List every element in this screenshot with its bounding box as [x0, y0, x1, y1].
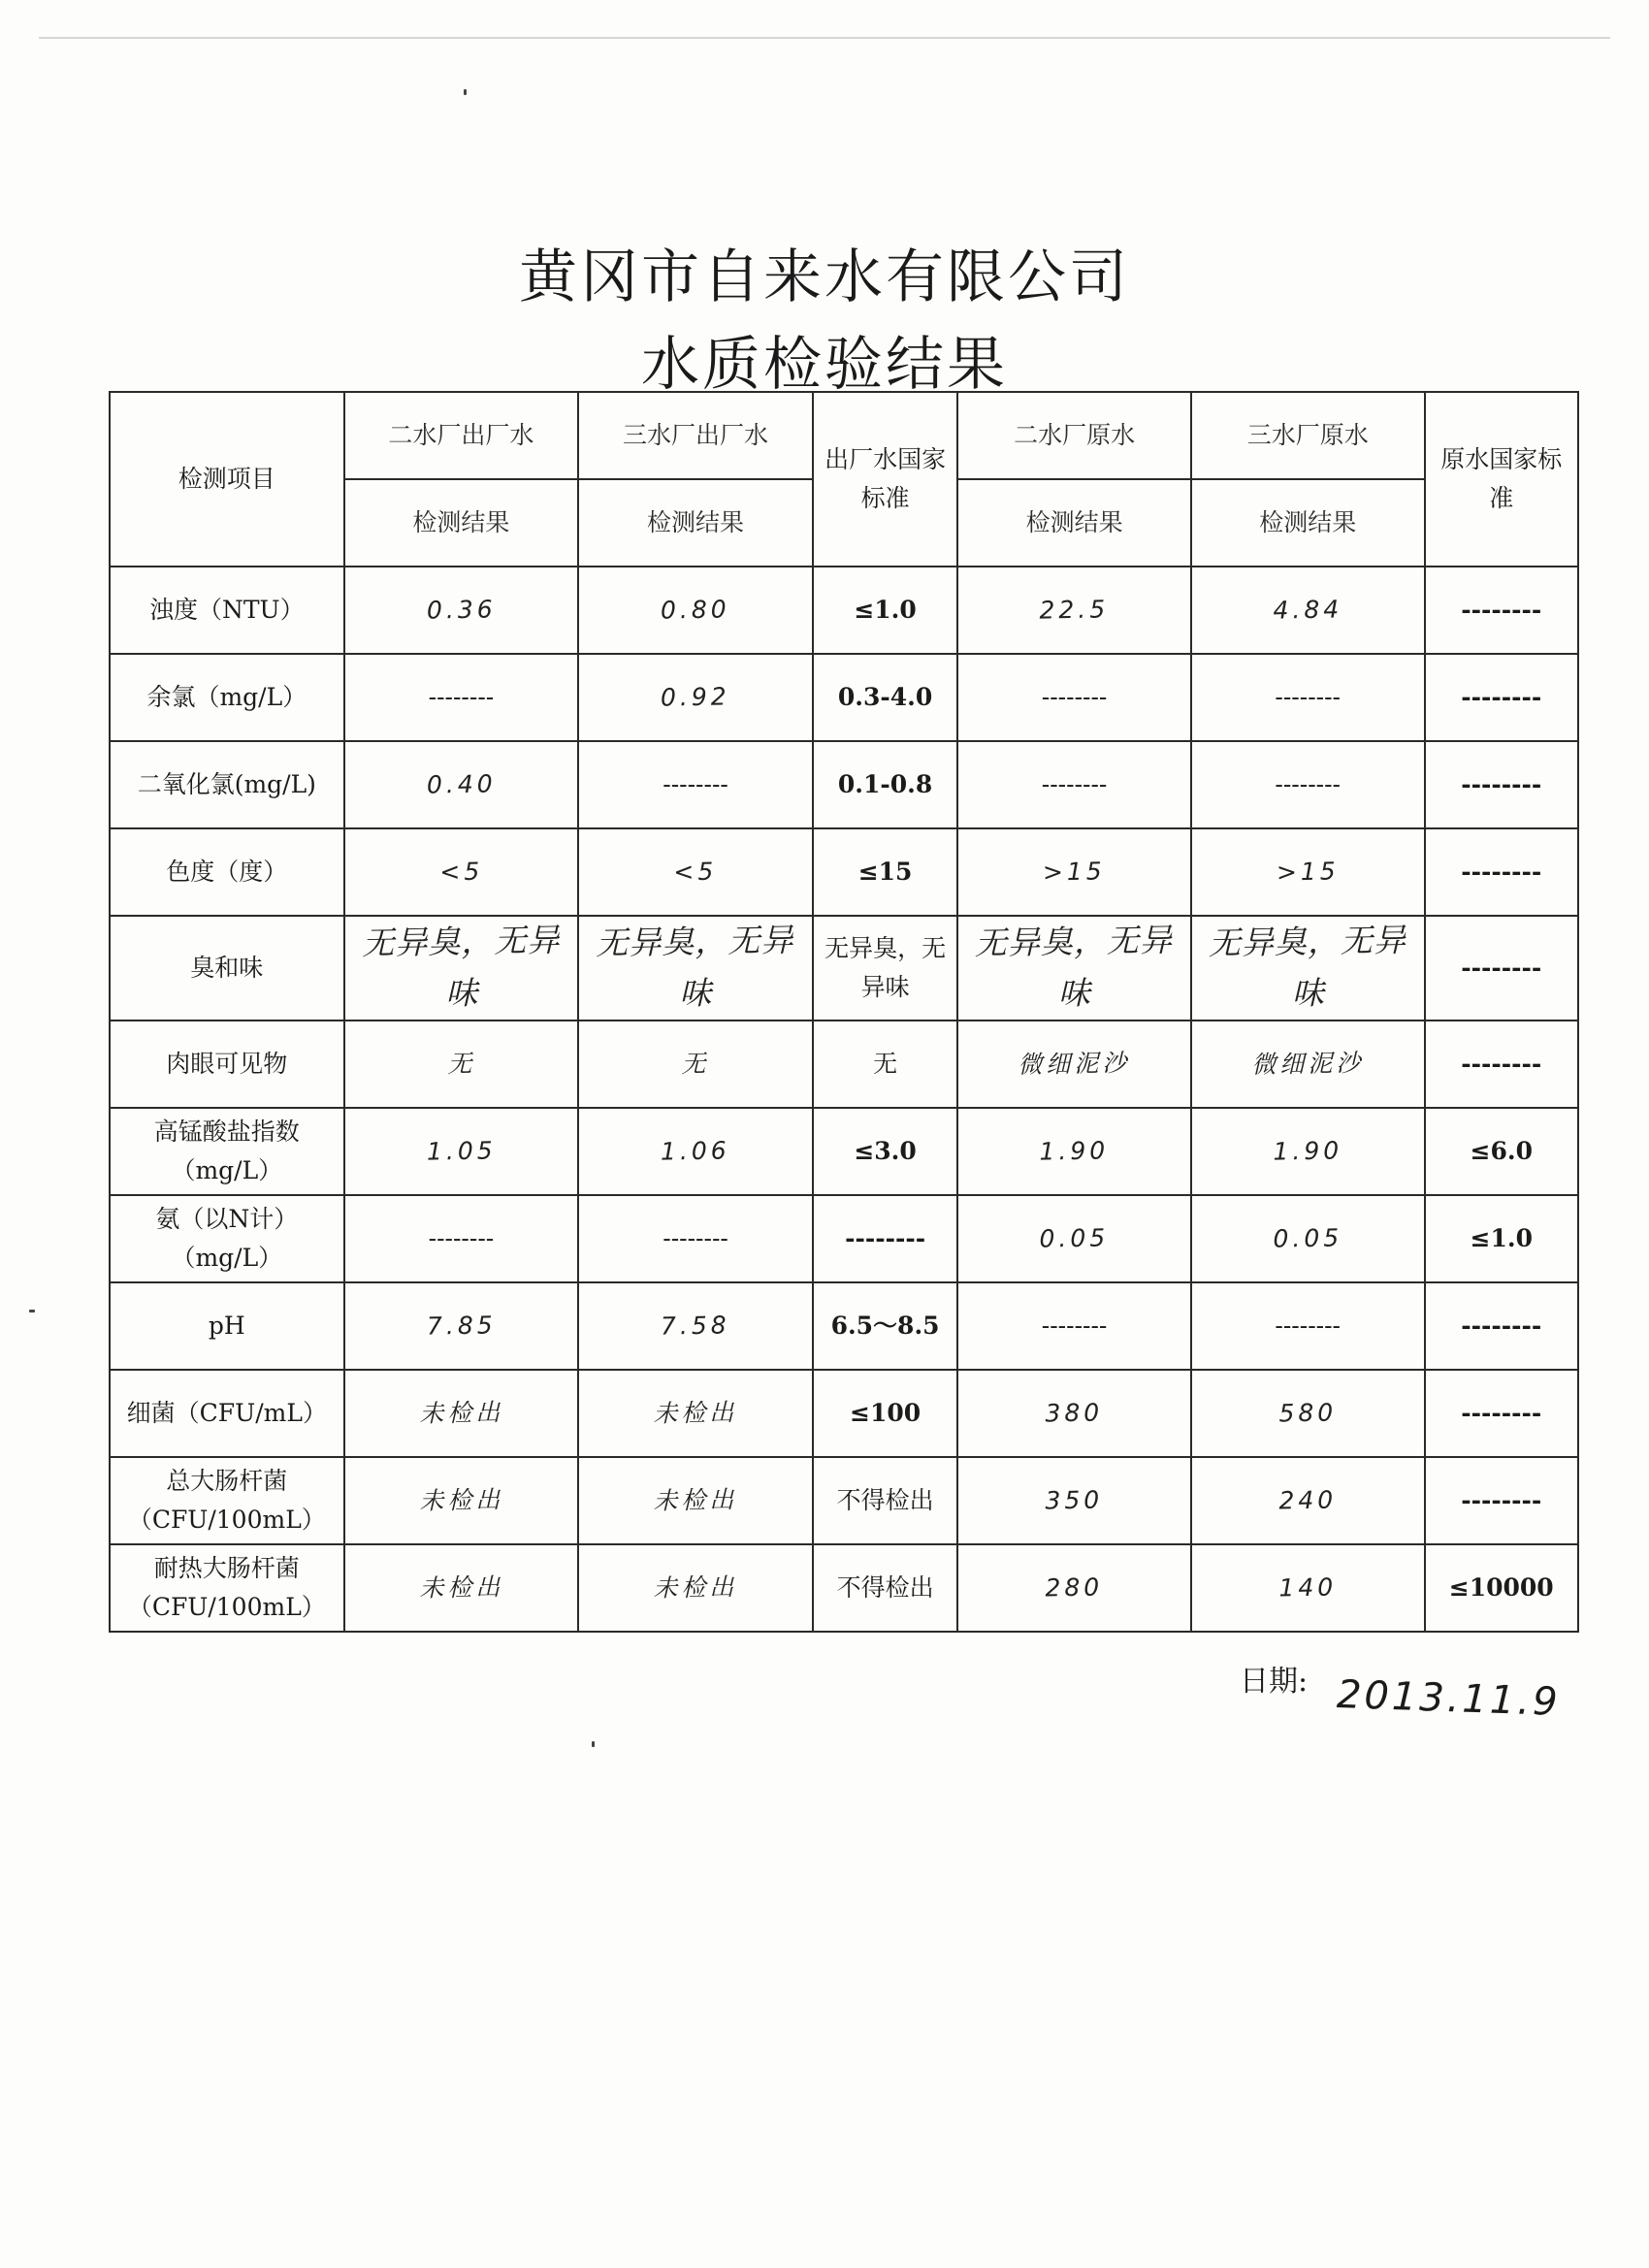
finished-water-standard: 无 — [813, 1021, 957, 1108]
header-col1: 二水厂出厂水 — [344, 392, 579, 479]
result-cell: -------- — [957, 1282, 1191, 1370]
result-cell: 240 — [1190, 1455, 1425, 1546]
header-row — [110, 392, 1578, 479]
result-cell: 无异臭，无异味 — [956, 914, 1191, 1022]
item-name: 细菌（CFU/mL） — [110, 1370, 344, 1457]
raw-water-standard: -------- — [1425, 828, 1578, 916]
table-row — [110, 654, 1578, 741]
raw-water-standard: -------- — [1425, 916, 1578, 1021]
result-cell: 0.36 — [343, 565, 579, 656]
header-sub: 检测结果 — [578, 479, 813, 567]
result-cell: 22.5 — [956, 565, 1191, 656]
scan-speck — [592, 1741, 595, 1747]
result-cell: <5 — [577, 826, 813, 918]
header-col4: 三水厂原水 — [1191, 392, 1425, 479]
result-cell: -------- — [1191, 741, 1425, 828]
header-col3: 二水厂原水 — [957, 392, 1191, 479]
results-body — [110, 567, 1578, 1632]
result-cell: 0.92 — [577, 652, 813, 743]
header-col2: 三水厂出厂水 — [578, 392, 813, 479]
result-cell: 未检出 — [577, 1541, 813, 1633]
company-title: 黄冈市自来水有限公司 — [519, 243, 1130, 311]
result-cell: 未检出 — [577, 1454, 813, 1545]
item-name: 二氧化氯(mg/L) — [110, 741, 344, 828]
finished-water-standard: ≤3.0 — [813, 1108, 957, 1195]
result-cell: 无 — [343, 1018, 579, 1109]
item-name: 余氯（mg/L） — [110, 654, 344, 741]
raw-water-standard: -------- — [1425, 1021, 1578, 1108]
result-cell: 7.58 — [577, 1280, 813, 1371]
finished-water-standard: 不得检出 — [813, 1457, 957, 1544]
scan-speck — [464, 89, 467, 95]
raw-water-standard: -------- — [1425, 741, 1578, 828]
results-table — [109, 391, 1579, 1633]
table-row — [110, 1457, 1578, 1544]
scan-edge-line — [39, 37, 1610, 39]
finished-water-standard: ≤1.0 — [813, 567, 957, 654]
document-title: 水质检验结果 — [641, 331, 1008, 399]
raw-water-standard: -------- — [1425, 1457, 1578, 1544]
header-sub: 检测结果 — [344, 479, 579, 567]
raw-water-standard: -------- — [1425, 1370, 1578, 1457]
result-cell: 微细泥沙 — [956, 1019, 1191, 1110]
finished-water-standard: 6.5～8.5 — [813, 1282, 957, 1370]
header-std2: 原水国家标准 — [1425, 392, 1578, 567]
item-name: 色度（度） — [110, 828, 344, 916]
result-cell: >15 — [1190, 826, 1425, 918]
header-std1: 出厂水国家标准 — [813, 392, 957, 567]
finished-water-standard: 无异臭，无异味 — [813, 916, 957, 1021]
result-cell: -------- — [344, 654, 579, 741]
header-sub: 检测结果 — [957, 479, 1191, 567]
finished-water-standard: 0.3-4.0 — [813, 654, 957, 741]
result-cell: 0.05 — [956, 1193, 1191, 1284]
scan-speck — [29, 1310, 35, 1312]
result-cell: 未检出 — [343, 1367, 579, 1458]
finished-water-standard: 0.1-0.8 — [813, 741, 957, 828]
result-cell: 无 — [577, 1018, 813, 1109]
result-cell: -------- — [344, 1195, 579, 1282]
result-cell: 无异臭，无异味 — [343, 914, 579, 1022]
item-name: 浊度（NTU） — [110, 567, 344, 654]
result-cell: >15 — [956, 826, 1191, 918]
result-cell: 4.84 — [1190, 565, 1425, 656]
result-cell: 未检出 — [577, 1367, 813, 1458]
result-cell: 580 — [1190, 1368, 1425, 1459]
table-row — [110, 1282, 1578, 1370]
date-value: 2013.11.9 — [1336, 1671, 1562, 1726]
result-cell: 0.05 — [1190, 1193, 1425, 1284]
finished-water-standard: -------- — [813, 1195, 957, 1282]
finished-water-standard: ≤15 — [813, 828, 957, 916]
raw-water-standard: ≤6.0 — [1425, 1108, 1578, 1195]
result-cell: 未检出 — [343, 1454, 579, 1545]
result-cell: 7.85 — [343, 1280, 579, 1371]
header-sub: 检测结果 — [1191, 479, 1425, 567]
item-name: 氨（以N计）（mg/L） — [110, 1195, 344, 1282]
result-cell: 无异臭，无异味 — [577, 914, 813, 1022]
table-row — [110, 1108, 1578, 1195]
header-item: 检测项目 — [110, 392, 344, 567]
item-name: 耐热大肠杆菌（CFU/100mL） — [110, 1544, 344, 1632]
item-name: 肉眼可见物 — [110, 1021, 344, 1108]
raw-water-standard: ≤10000 — [1425, 1544, 1578, 1632]
raw-water-standard: -------- — [1425, 1282, 1578, 1370]
finished-water-standard: ≤100 — [813, 1370, 957, 1457]
raw-water-standard: ≤1.0 — [1425, 1195, 1578, 1282]
date-label: 日期: — [1240, 1665, 1309, 1699]
result-cell: -------- — [957, 741, 1191, 828]
item-name: 高锰酸盐指数（mg/L） — [110, 1108, 344, 1195]
item-name: 总大肠杆菌（CFU/100mL） — [110, 1457, 344, 1544]
result-cell: 1.90 — [956, 1106, 1191, 1197]
item-name: 臭和味 — [110, 916, 344, 1021]
result-cell: -------- — [578, 741, 813, 828]
result-cell: -------- — [1191, 654, 1425, 741]
table-row — [110, 741, 1578, 828]
result-cell: 0.80 — [577, 565, 813, 656]
finished-water-standard: 不得检出 — [813, 1544, 957, 1632]
result-cell: 1.05 — [343, 1105, 579, 1196]
result-cell: -------- — [578, 1195, 813, 1282]
raw-water-standard: -------- — [1425, 654, 1578, 741]
table-row — [110, 1370, 1578, 1457]
table-row — [110, 828, 1578, 916]
result-cell: 微细泥沙 — [1190, 1019, 1425, 1110]
table-row — [110, 916, 1578, 1021]
result-cell: -------- — [1191, 1282, 1425, 1370]
result-cell: -------- — [957, 654, 1191, 741]
raw-water-standard: -------- — [1425, 567, 1578, 654]
table-row — [110, 567, 1578, 654]
result-cell: <5 — [343, 826, 579, 918]
result-cell: 1.90 — [1190, 1106, 1425, 1197]
table-row — [110, 1021, 1578, 1108]
result-cell: 280 — [956, 1542, 1191, 1634]
result-cell: 1.06 — [577, 1105, 813, 1196]
result-cell: 无异臭，无异味 — [1190, 914, 1425, 1022]
result-cell: 350 — [956, 1455, 1191, 1546]
result-cell: 380 — [956, 1368, 1191, 1459]
result-cell: 未检出 — [343, 1541, 579, 1633]
table-row — [110, 1544, 1578, 1632]
result-cell: 140 — [1190, 1542, 1425, 1634]
item-name: pH — [110, 1282, 344, 1370]
table-row — [110, 1195, 1578, 1282]
result-cell: 0.40 — [343, 739, 579, 830]
